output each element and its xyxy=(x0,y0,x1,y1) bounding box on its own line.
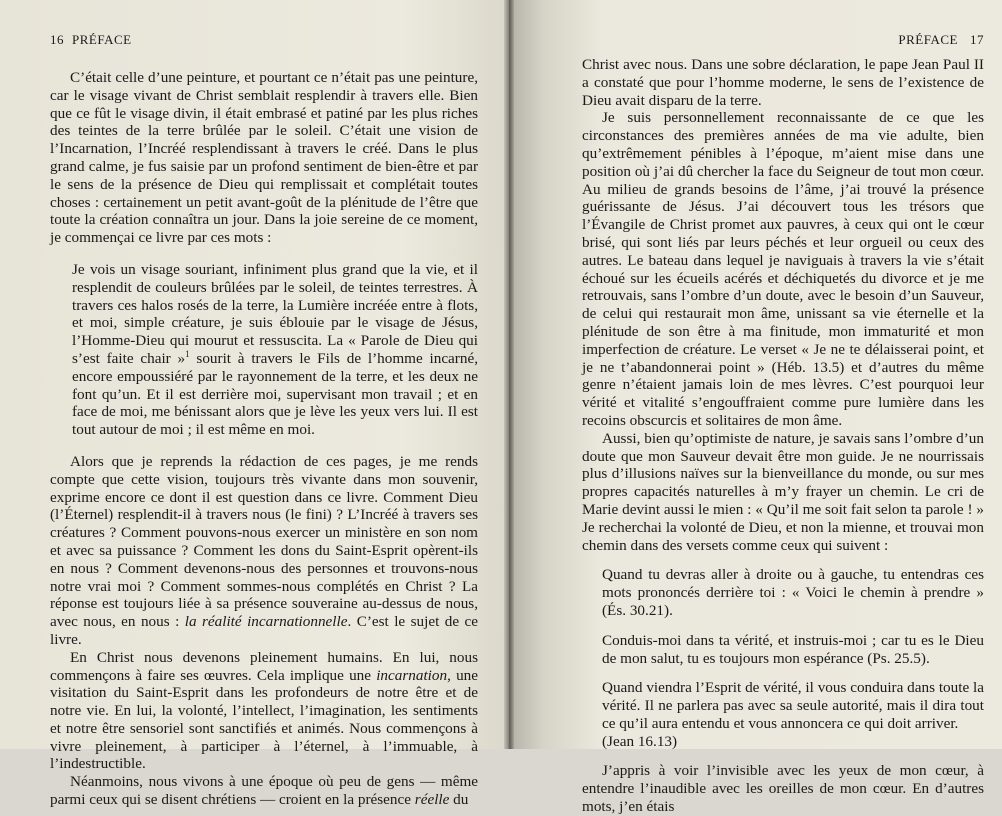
left-paragraph-3 xyxy=(50,649,478,774)
left-running-title: PRÉFACE xyxy=(72,32,132,47)
p4-text-a: Néanmoins, nous vivons à une époque où peu de gens — même parmi ceux qui se disent chrétiens — croient en la présence xyxy=(50,773,478,809)
right-page-number: 17 xyxy=(970,32,984,47)
p2-text-b: . C’est le sujet de ce livre. xyxy=(50,613,478,648)
p4-italic: réelle xyxy=(414,791,450,809)
p3-text-b: , une visitation du Saint-Esprit dans les profondeurs de notre être et de notre vie. En lui, la volonté, l’intellect, l’imagination, les sentiments et notre être sensoriel sont sanctifiés et animés. Nous commençons à vivre pleinement, à participer à l’éternel, à l’immuable, à l’indestructible. xyxy=(50,666,478,773)
bible-quote-3-reference: (Jean 16.13) xyxy=(602,732,678,750)
quote-text-part-2: sourit à travers le Fils de l’homme incarné, encore empoussiéré par le rayonnement de la terre, et les deux ne font qu’un. Et il est derrière moi, supervisant mon travail ; et en face de moi, me bénissant alors que je lève les yeux vers lui. Il est tout autour de moi ; il est même en moi. xyxy=(72,349,478,439)
p2-text-a: Alors que je reprends la rédaction de ces pages, je me rends compte que cette vision, toujours très vivante dans mon souvenir, exprime encore ce dont il est question dans ce livre. Comment Dieu (l’Éternel) resplendit-il à travers nous (le fini) ? L’Incréé à travers ses créatures ? Comment pouvons-nous exercer un ministère en son nom et avec sa puissance ? Comment les dons du Saint-Esprit opèrent-ils en nous ? Comment devenons-nous des personnes et trouvons-nous notre vrai moi ? Comment sommes-nous complétés en Christ ? La réponse est toujours liée à sa présence souveraine au-dessus de nous, avec nous, en nous : xyxy=(50,452,478,631)
footnote-marker: 1 xyxy=(185,348,190,359)
left-paragraph-1: C’était celle d’une peinture, et pourtant ce n’était pas une peinture, car le visage vivant de Christ semblait resplendir à travers elle. Bien que ce fût le visage divin, il était embrasé et patiné par les plus riches des teintes de la terre brûlée par le soleil. C’était une vision de l’Incarnation, l’Incréé resplendissant à travers le créé. Dans le plus grand calme, je fus saisie par un profond sentiment de bien-être et par le sens de la présence de Dieu qui remplissait et complétait toutes choses : certainement un petit avant-goût de la plénitude de l’être que toute la création connaîtra un jour. Dans la joie sereine de ce moment, je commençai ce livre par ces mots : xyxy=(50,69,478,247)
p3-text-a: En Christ nous devenons pleinement humains. En lui, nous commençons à faire ses œuvres. Cela implique une xyxy=(50,648,478,684)
left-page-number: 16 xyxy=(50,32,64,47)
left-block-quote xyxy=(72,261,478,439)
right-running-title: PRÉFACE xyxy=(898,32,958,47)
p4-text-b: du xyxy=(449,791,469,809)
right-paragraph-1: Christ avec nous. Dans une sobre déclaration, le pape Jean Paul II a constaté que pour l’homme moderne, le sens de l’existence de Dieu avait disparu de la terre. xyxy=(582,56,984,109)
right-paragraph-3: Aussi, bien qu’optimiste de nature, je savais sans l’ombre d’un doute que mon Sauveur devait être mon guide. Je ne nourrissais plus d’illusions naïves sur la bienveillance du monde, ou sur mes propres capacités naturelles à m’y frayer un chemin. Le cri de Marie devint aussi le mien : « Qu’il me soit fait selon ta parole ! » Je recherchai la volonté de Dieu, et non la mienne, et trouvai mon chemin dans des versets comme ceux qui suivent : xyxy=(582,429,984,554)
bible-quote-2: Conduis-moi dans ta vérité, et instruis-moi ; car tu es le Dieu de mon salut, tu es toujours mon espérance (Ps. 25.5). xyxy=(602,631,984,667)
right-page-body xyxy=(582,56,984,816)
p3-italic: incarnation xyxy=(376,666,448,684)
quote-text-part-1: Je vois un visage souriant, infiniment plus grand que la vie, et il resplendit de couleurs brûlées par le soleil, de teintes terrestres. À travers ces halos rosés de la terre, la Lumière incréée entre à flots, et moi, simple créature, je suis éblouie par le visage de Jésus, l’Homme-Dieu qui mourut et ressuscita. La « Parole de Dieu qui s’est faite chair » xyxy=(72,260,478,367)
bible-quote-3 xyxy=(602,679,984,750)
left-page xyxy=(0,0,504,809)
bible-quote-3-text: Quand viendra l’Esprit de vérité, il vous conduira dans toute la vérité. Il ne parlera pas avec sa seule autorité, mais il dira tout ce qu’il aura entendu et vous annoncera ce qui doit arriver. xyxy=(602,679,984,732)
left-paragraph-2 xyxy=(50,453,478,649)
left-quote-text xyxy=(72,261,478,439)
bible-quote-1: Quand tu devras aller à droite ou à gauche, tu entendras ces mots prononcés derrière toi : « Voici le chemin à prendre » (És. 30.21). xyxy=(602,566,984,619)
right-paragraph-2: Je suis personnellement reconnaissante de ce que les circonstances des premières années de ma vie adulte, bien qu’extrêmement pénibles à l’époque, m’aient mise dans une position où j’ai dû chercher la face du Seigneur de tout mon cœur. Au milieu de grands besoins de l’âme, j’ai trouvé la présence guérissante de Jésus. J’ai découvert tous les trésors que l’Évangile de Christ promet aux pauvres, à ceux qui ont le cœur brisé, qui sont liés par leurs péchés et leur orgueil ou ceux des autres. Le bateau dans lequel je naviguais à travers la vie s’était échoué sur les écueils acérés et déchiquetés du divorce et je me retrouvais, sans l’ombre d’un doute, avec le besoin d’un Sauveur, de celui qui restaurait mon âme, unissant sa vie éternelle et la plénitude de son être à ma finitude, mon immaturité et mon imperfection de créature. Le verset « Je ne te délaisserai point, et je ne t’abandonnerai point » (Héb. 13.5) et d’autres du même genre n’étaient jamais loin de mes lèvres. C’est pourquoi leur vérité et vitalité s’engouffraient comme pure lumière dans les recoins obscurcis et solitaires de mon âme. xyxy=(582,109,984,429)
right-running-head xyxy=(582,32,984,56)
right-page xyxy=(514,0,1002,816)
book-gutter xyxy=(504,0,514,749)
left-paragraph-4 xyxy=(50,773,478,809)
left-running-head xyxy=(50,32,478,56)
right-paragraph-4: J’appris à voir l’invisible avec les yeux de mon cœur, à entendre l’inaudible avec les oreilles de mon cœur. En d’autres mots, j’en étais xyxy=(582,762,984,816)
right-block-quotes xyxy=(602,566,984,750)
left-page-body xyxy=(50,69,478,809)
p2-italic: la réalité incarnationnelle xyxy=(184,613,348,631)
